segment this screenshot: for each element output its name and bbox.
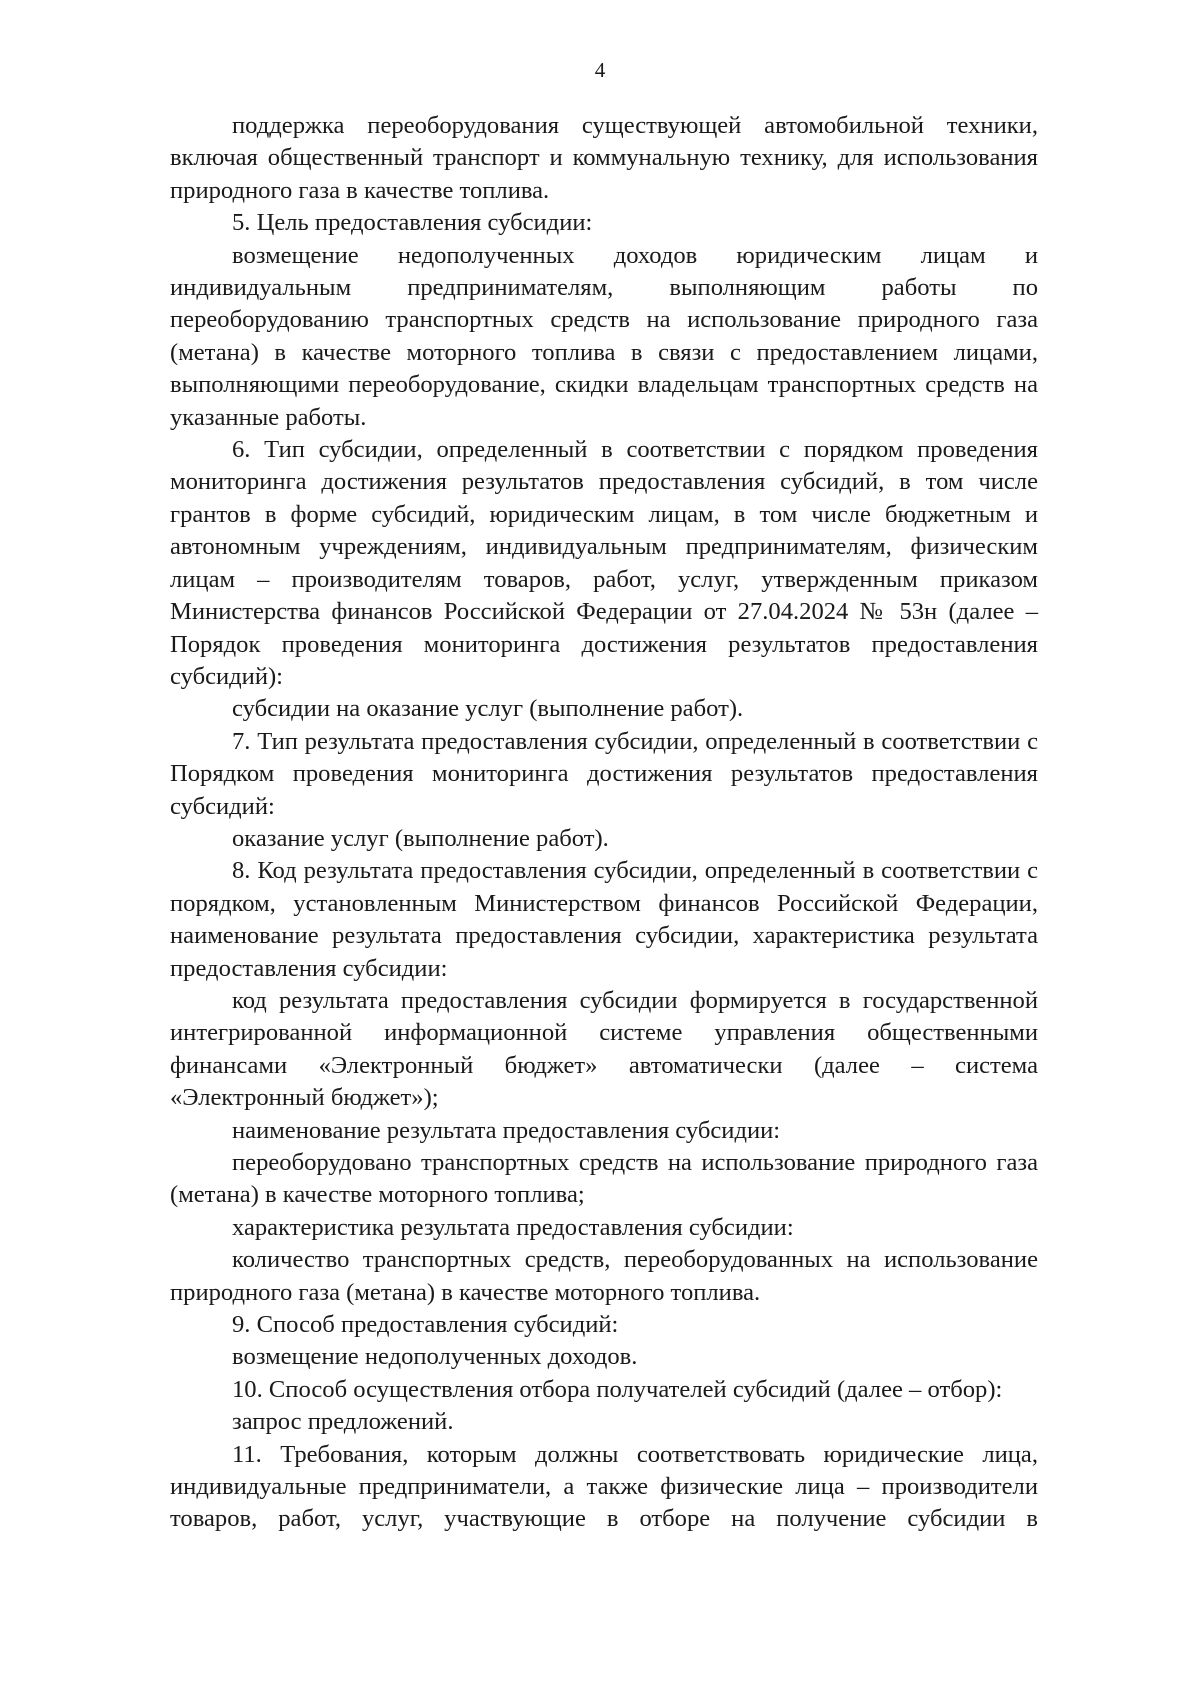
paragraph-16: 10. Способ осуществления отбора получателей субсидий (далее – отбор): — [232, 1375, 1003, 1403]
paragraph-7: оказание услуг (выполнение работ). — [232, 824, 609, 852]
paragraph-17: запрос предложений. — [232, 1408, 454, 1436]
paragraph-18: 11. Требования, которым должны соответствовать юридические лица, индивидуальные предприниматели, а также физические лица – производители товаров, работ, услуг, участвующие в отборе на получение субсидии в — [170, 1440, 1038, 1533]
paragraph-14: 9. Способ предоставления субсидий: — [232, 1311, 619, 1339]
paragraph-1: поддержка переоборудования существующей автомобильной техники, включая общественный транспорт и коммунальную технику, для использования природного газа в качестве топлива. — [170, 112, 1038, 204]
paragraph-2: 5. Цель предоставления субсидии: — [232, 209, 593, 237]
paragraph-15: возмещение недополученных доходов. — [232, 1343, 638, 1371]
paragraph-11: переоборудовано транспортных средств на использование природного газа (метана) в качестве моторного топлива; — [170, 1149, 1038, 1209]
paragraph-9: код результата предоставления субсидии формируется в государственной интегрированной информационной системе управления общественными финансами «Электронный бюджет» автоматически (далее – система «Электронный бюджет»); — [170, 986, 1038, 1112]
paragraph-3: возмещение недополученных доходов юридическим лицам и индивидуальным предпринимателям, выполняющим работы по переоборудованию транспортных средств на использование природного газа (метана) в качестве моторного топлива в связи с предоставлением лицами, выполняющими переоборудование, скидки владельцам транспортных средств на указанные работы. — [170, 241, 1038, 431]
paragraph-10: наименование результата предоставления субсидии: — [232, 1116, 781, 1144]
paragraph-8: 8. Код результата предоставления субсидии, определенный в соответствии с порядком, установленным Министерством финансов Российской Федерации, наименование результата предоставления субсидии, характеристика результата предоставления субсидии: — [170, 857, 1038, 982]
paragraph-12: характеристика результата предоставления субсидии: — [232, 1213, 794, 1241]
page-number: 4 — [594, 58, 606, 82]
paragraph-13: количество транспортных средств, переоборудованных на использование природного газа (метана) в качестве моторного топлива. — [170, 1246, 1038, 1306]
paragraph-4: 6. Тип субсидии, определенный в соответствии с порядком проведения мониторинга достижения результатов предоставления субсидий, в том числе грантов в форме субсидий, юридическим лицам, в том числе бюджетным и автономным учреждениям, индивидуальным предпринимателям, физическим лицам – производителям товаров, работ, услуг, утвержденным приказом Министерства финансов Российской Федерации от 27.04.2024 № 53н (далее – Порядок проведения мониторинга достижения результатов предоставления субсидий): — [170, 436, 1038, 690]
paragraph-6: 7. Тип результата предоставления субсидии, определенный в соответствии с Порядком проведения мониторинга достижения результатов предоставления субсидий: — [170, 727, 1038, 820]
paragraph-5: субсидии на оказание услуг (выполнение работ). — [232, 695, 744, 723]
document-body — [170, 110, 1038, 1536]
